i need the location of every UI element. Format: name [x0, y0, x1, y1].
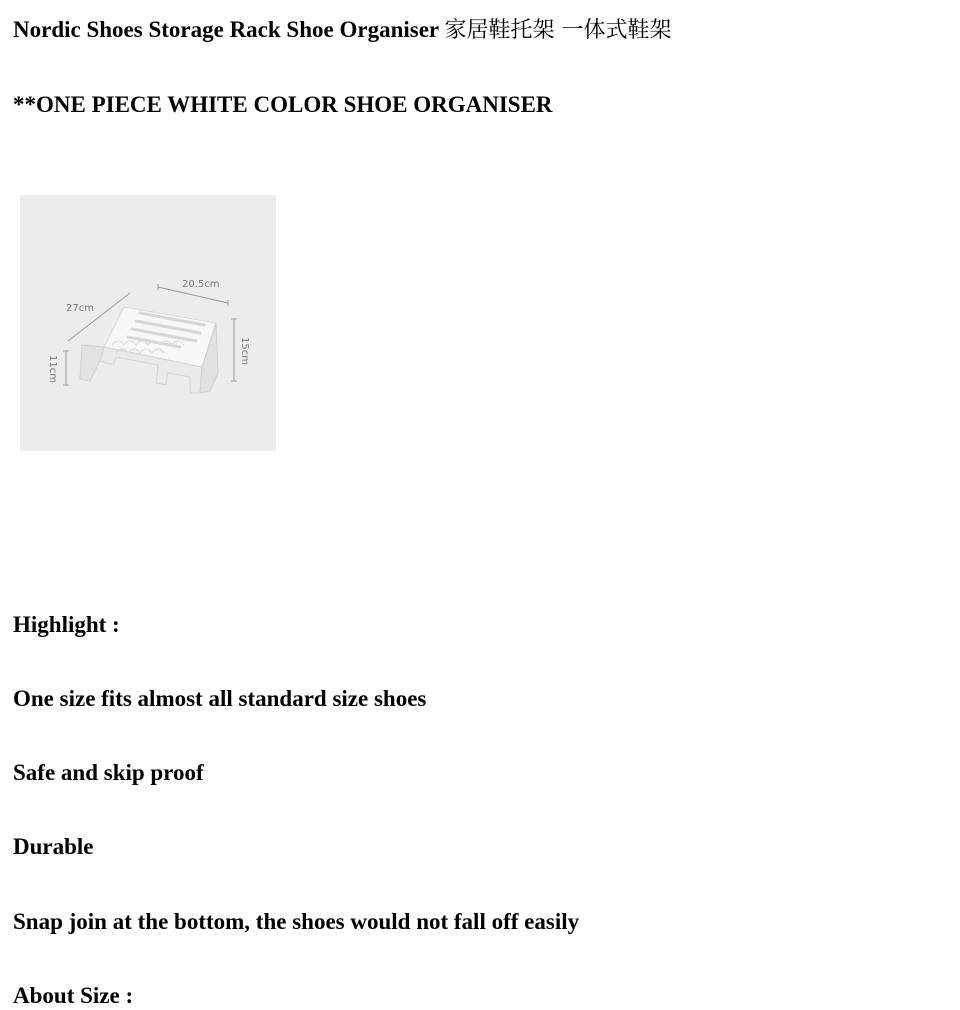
product-image	[20, 195, 276, 451]
about-size-heading: About Size :	[13, 983, 134, 1008]
title-english: Nordic Shoes Storage Rack Shoe Organiser	[13, 17, 439, 42]
highlight-item: Durable	[13, 834, 94, 859]
product-subtitle: **ONE PIECE WHITE COLOR SHOE ORGANISER	[13, 92, 553, 117]
page-title	[13, 16, 671, 45]
highlight-heading: Highlight :	[13, 612, 120, 637]
dimension-height-front-label: 15cm	[239, 337, 250, 365]
dimension-depth-label: 27cm	[66, 303, 94, 314]
shoe-rack-illustration	[20, 195, 276, 451]
highlight-item: One size fits almost all standard size shoes	[13, 686, 427, 711]
dimension-height-back-label: 11cm	[47, 355, 58, 383]
shoe-rack-body	[80, 307, 218, 393]
title-chinese: 家居鞋托架 一体式鞋架	[444, 18, 672, 43]
dimension-width-label: 20.5cm	[182, 279, 220, 290]
highlight-item: Safe and skip proof	[13, 760, 204, 785]
highlight-item: Snap join at the bottom, the shoes would not fall off easily	[13, 909, 580, 934]
